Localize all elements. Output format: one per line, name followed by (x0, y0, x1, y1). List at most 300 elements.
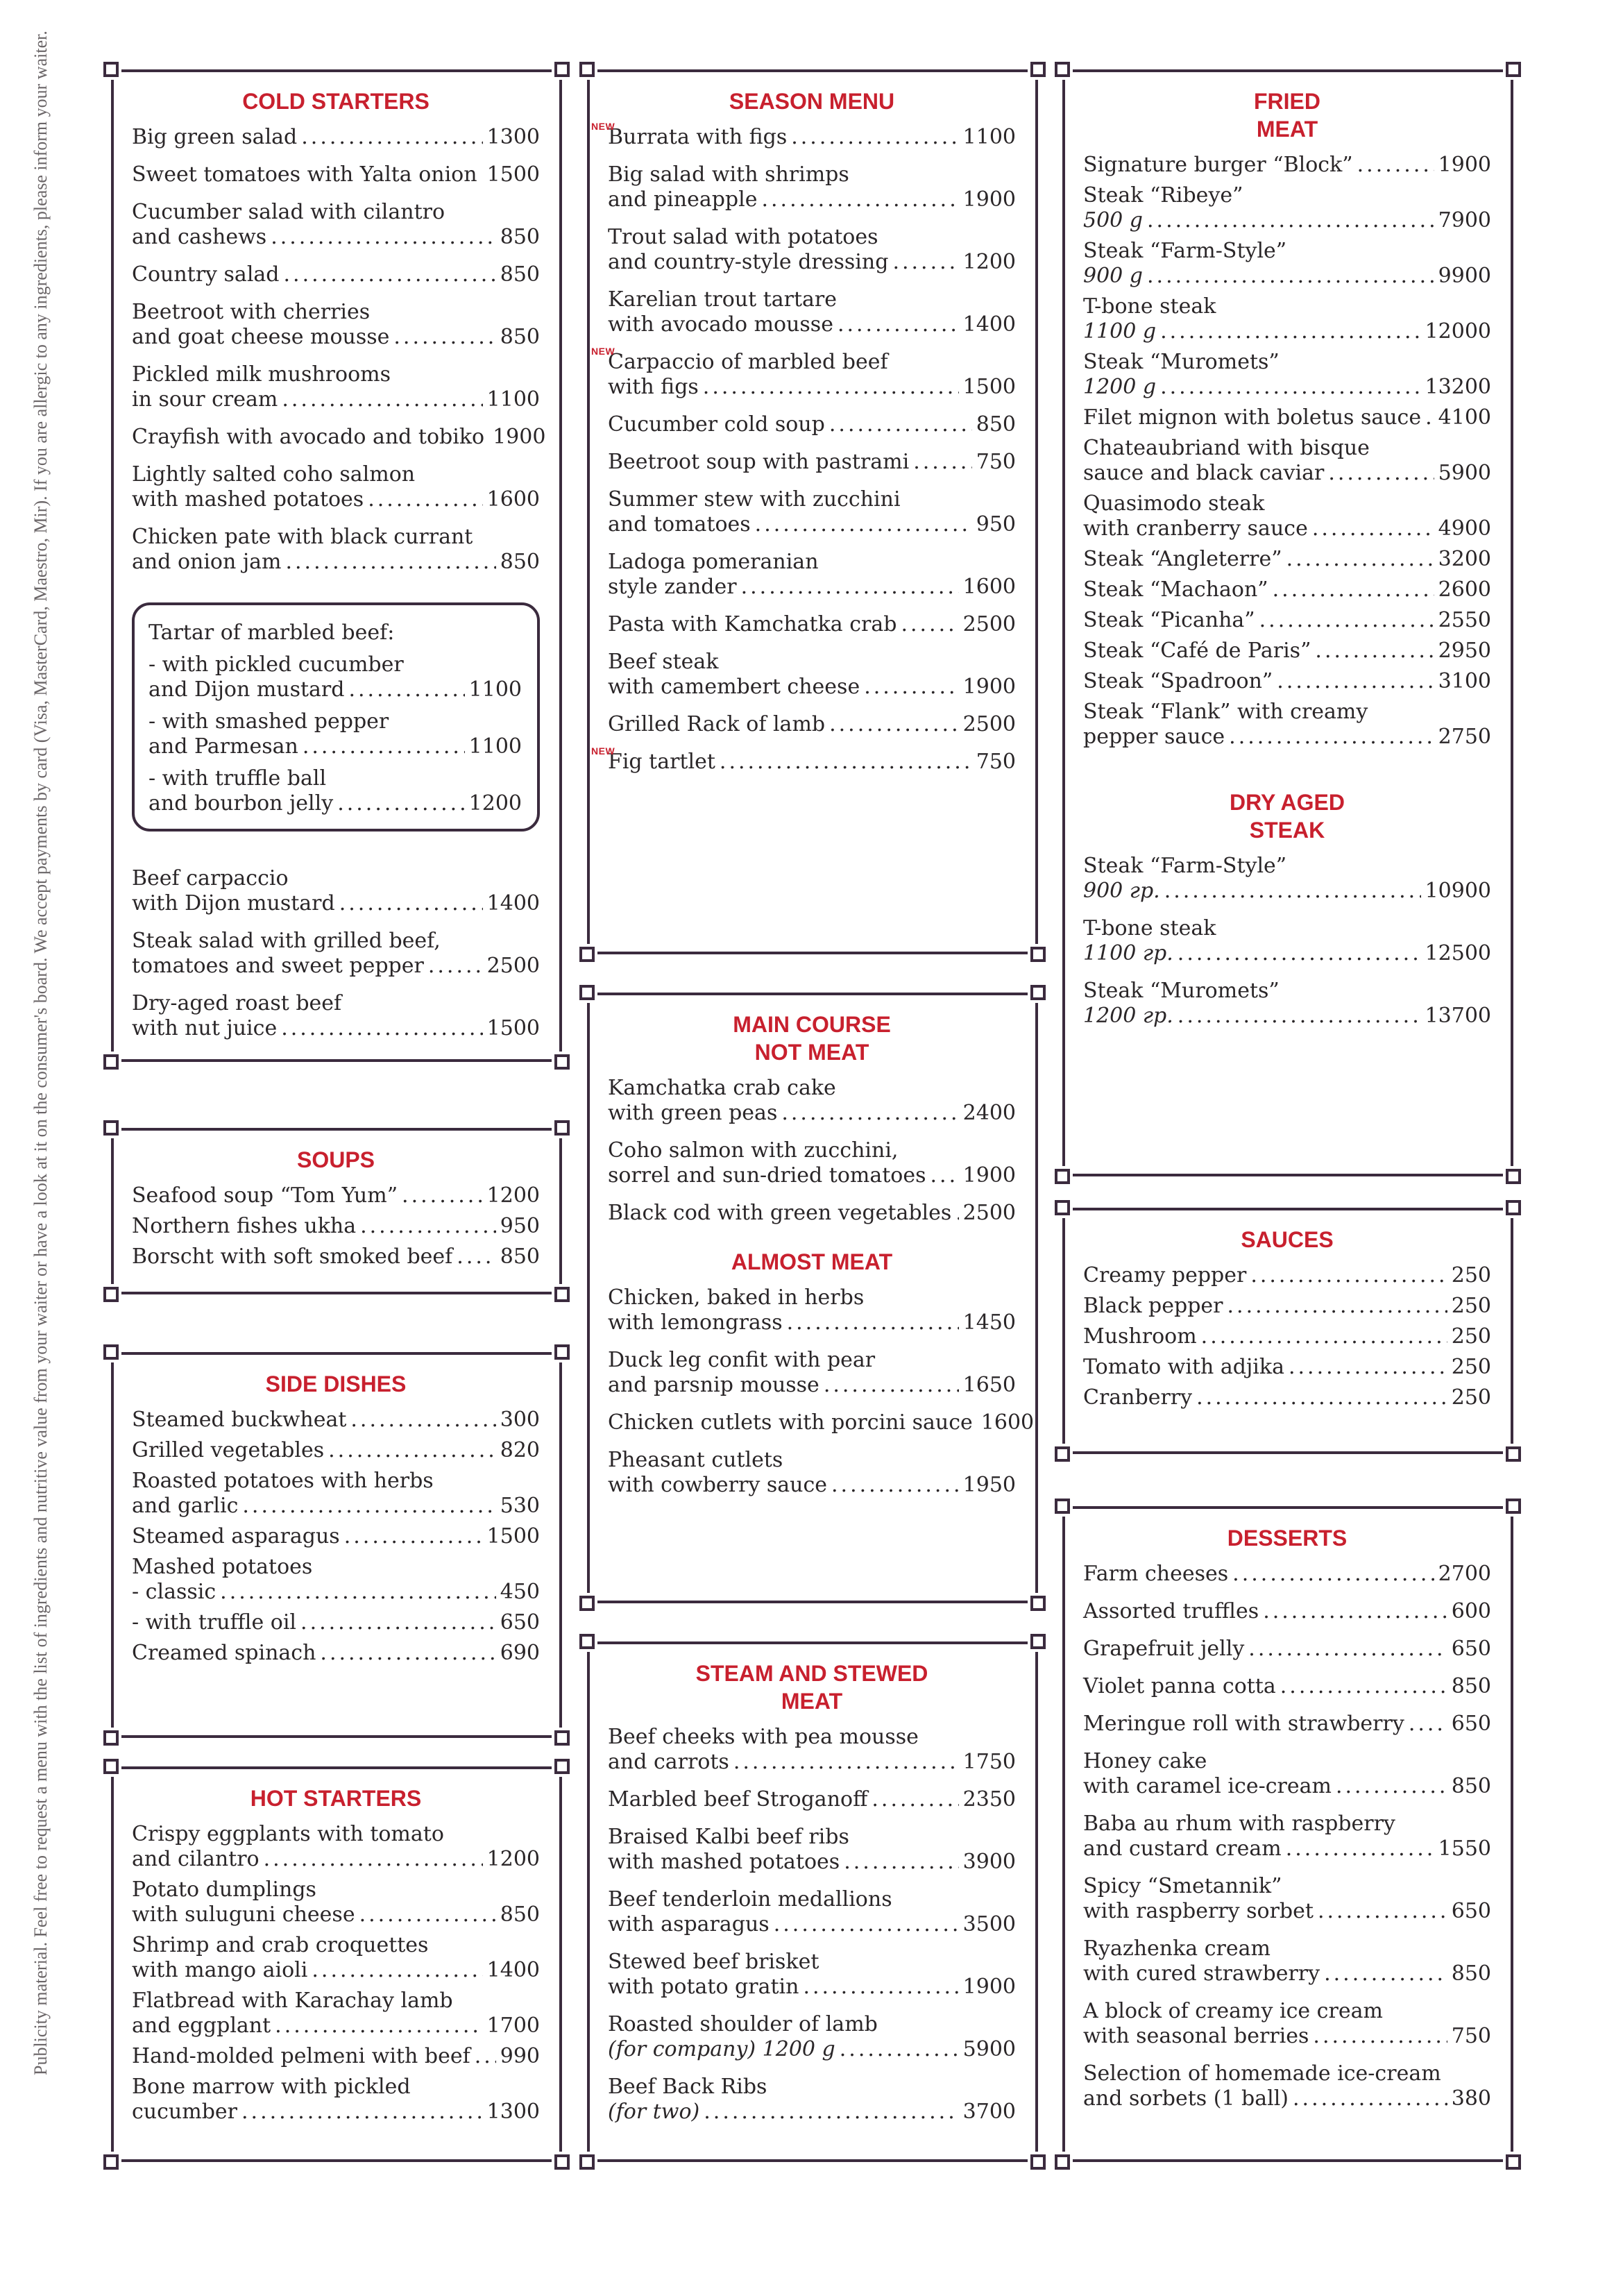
menu-item-name: Steak salad with grilled beef, (132, 929, 441, 953)
menu-item (608, 1076, 1016, 1126)
leader-dots (741, 575, 959, 600)
leader-dots (1286, 547, 1434, 572)
menu-item-name: T-bone steak (1083, 916, 1216, 940)
leader-dots (271, 225, 496, 250)
leader-dots (931, 1163, 959, 1188)
menu-item-price: 1400 (962, 312, 1016, 337)
leader-dots (1286, 1837, 1434, 1862)
menu-item-price: 2350 (962, 1787, 1016, 1812)
menu-item-price: 1550 (1438, 1837, 1491, 1861)
menu-item-price: 1650 (962, 1373, 1016, 1397)
menu-item (1083, 1999, 1491, 2049)
menu-item-text: Borscht with soft smoked beef (132, 1244, 453, 1269)
leader-dots (1409, 1712, 1447, 1737)
new-badge: NEW (591, 745, 615, 757)
menu-item-text: pepper sauce (1083, 725, 1225, 749)
leader-dots (348, 677, 464, 702)
menu-item-price: 2550 (1438, 608, 1491, 632)
steam-stewed-title: STEAM AND STEWED MEAT (695, 1661, 928, 1714)
leader-dots (312, 1958, 482, 1983)
menu-item-price: 380 (1451, 2086, 1491, 2111)
leader-dots (1293, 2086, 1447, 2111)
leader-dots (1324, 1961, 1447, 1986)
menu-item-text: Tomato with adjika (1083, 1355, 1284, 1379)
side-dishes-title: SIDE DISHES (265, 1371, 407, 1396)
menu-item-text: (for two) (608, 2100, 700, 2124)
leader-dots (359, 1902, 496, 1927)
menu-item (608, 1138, 1016, 1188)
menu-item-price: 1400 (486, 1958, 540, 1982)
menu-item (1083, 491, 1491, 541)
menu-item-text: and carrots (608, 1750, 729, 1774)
leader-dots (282, 387, 482, 412)
leader-dots (1227, 1294, 1447, 1319)
menu-item (608, 1950, 1016, 2000)
menu-item-price: 1900 (962, 1975, 1016, 1999)
leader-dots (1248, 1637, 1447, 1662)
menu-item-text: Farm cheeses (1083, 1562, 1229, 1586)
menu-item-price: 13700 (1425, 1004, 1491, 1028)
menu-item (132, 929, 540, 979)
menu-item-text: Crayfish with avocado and tobiko (132, 425, 485, 449)
menu-item-text: Black cod with green vegetables (608, 1201, 952, 1225)
menu-item-name: Ryazhenka cream (1083, 1936, 1271, 1961)
menu-item (132, 1877, 540, 1927)
menu-item (1083, 979, 1491, 1029)
menu-item-price: 1300 (486, 125, 540, 149)
menu-item (1083, 1812, 1491, 1862)
menu-item (1083, 1874, 1491, 1924)
leader-dots (829, 412, 972, 437)
menu-item-price: 1500 (486, 1016, 540, 1040)
leader-dots (1289, 1355, 1447, 1380)
fried-meat-title: FRIED MEAT (1254, 89, 1320, 142)
menu-item-price: 12000 (1425, 319, 1491, 344)
menu-item-price: 850 (500, 325, 540, 349)
menu-item (132, 362, 540, 412)
menu-item-price: 1900 (1438, 153, 1491, 177)
menu-item-price: 250 (1451, 1263, 1491, 1288)
menu-item-name: Potato dumplings (132, 1877, 316, 1902)
leader-dots (1280, 1674, 1447, 1699)
menu-item-text: Steak “Café de Paris” (1083, 639, 1311, 663)
menu-item-price: 3200 (1438, 547, 1491, 571)
menu-item (148, 652, 522, 702)
menu-item (1083, 916, 1491, 966)
menu-item (1083, 547, 1491, 572)
menu-item-name: T-bone steak (1083, 294, 1216, 319)
menu-item (608, 162, 1016, 212)
leader-dots (1250, 1263, 1447, 1288)
menu-item-price: 850 (500, 1244, 540, 1269)
menu-item-name: Steak “Farm-Style” (1083, 239, 1287, 263)
leader-dots (285, 550, 495, 575)
menu-item-name: - with truffle ball (148, 766, 327, 791)
menu-item-price: 4100 (1438, 405, 1491, 430)
menu-item (132, 1214, 540, 1239)
menu-item-text: Grilled Rack of lamb (608, 712, 826, 736)
leader-dots (913, 450, 972, 475)
leader-dots (281, 1016, 482, 1041)
leader-dots (264, 1847, 483, 1872)
menu-item-price: 1500 (962, 375, 1016, 399)
menu-item (1083, 1324, 1491, 1349)
menu-item-text: with figs (608, 375, 699, 399)
menu-item-text: sorrel and sun-dried tomatoes (608, 1163, 926, 1188)
leader-dots (241, 2100, 483, 2125)
menu-item-name: Steak “Muromets” (1083, 979, 1280, 1003)
menu-item-name: Beetroot with cherries (132, 300, 371, 324)
menu-item-price: 5900 (962, 2037, 1016, 2061)
leader-dots (803, 1975, 958, 2000)
menu-item-price: 1750 (962, 1750, 1016, 1774)
menu-item-text: and goat cheese mousse (132, 325, 390, 349)
menu-item-price: 5900 (1438, 461, 1491, 485)
cold-starters-panel (111, 69, 562, 1062)
leader-dots (402, 1183, 483, 1208)
menu-item (132, 125, 540, 150)
leader-dots (892, 250, 958, 275)
menu-item (1083, 854, 1491, 904)
menu-item (608, 1348, 1016, 1398)
soups-title: SOUPS (296, 1147, 375, 1172)
menu-item-name: Ladoga pomeranian (608, 550, 819, 574)
menu-item-name: Steak “Ribeye” (1083, 183, 1243, 208)
menu-item (132, 2075, 540, 2125)
leader-dots (733, 1750, 959, 1775)
leader-dots (284, 262, 496, 287)
leader-dots (1229, 725, 1434, 750)
leader-dots (457, 1244, 495, 1269)
menu-item-price: 1950 (962, 1473, 1016, 1497)
menu-item-name: Beef steak (608, 650, 719, 674)
menu-item (608, 412, 1016, 437)
menu-item-text: - classic (132, 1580, 216, 1604)
leader-dots (901, 612, 958, 637)
menu-item-price: 2950 (1438, 639, 1491, 663)
menu-item-text: and Dijon mustard (148, 677, 345, 702)
menu-item-text: with cured strawberry (1083, 1961, 1320, 1986)
menu-item-name: Cucumber salad with cilantro (132, 200, 445, 224)
menu-item-text: with avocado mousse (608, 312, 833, 337)
menu-item-name: Spicy “Smetannik” (1083, 1874, 1282, 1898)
leader-dots (872, 1787, 958, 1812)
menu-item (608, 2075, 1016, 2125)
hot-starters-title: HOT STARTERS (250, 1786, 422, 1811)
menu-item-price: 1200 (486, 1847, 540, 1871)
menu-item-price: 750 (976, 750, 1016, 774)
menu-item-name: Baba au rhum with raspberry (1083, 1812, 1395, 1836)
menu-item-price: 950 (500, 1214, 540, 1238)
leader-dots (774, 1912, 959, 1937)
menu-item-name: Beef Back Ribs (608, 2075, 767, 2099)
menu-item-text: with cranberry sauce (1083, 516, 1308, 541)
menu-item-text: Steamed buckwheat (132, 1408, 347, 1432)
leader-dots (368, 487, 482, 512)
side-note: Publicity material. Feel free to request a menu with the list of ingredients and nutritive value from your waiter or have a look at it on the consumer's board. We accept payments by card (Visa, MasterCard, Maestro, Mir). If you are allergic to any ingredients, please inform your waiter. (31, 31, 51, 2075)
menu-item-name: Karelian trout tartare (608, 287, 838, 312)
leader-dots (703, 375, 959, 400)
menu-item-text: Chicken cutlets with porcini sauce (608, 1410, 973, 1435)
leader-dots (242, 1494, 495, 1519)
menu-item-text: Black pepper (1083, 1294, 1223, 1318)
menu-item (148, 709, 522, 759)
menu-item-text: - with truffle oil (132, 1610, 297, 1635)
leader-dots (1318, 1899, 1447, 1924)
menu-item-price: 1400 (486, 891, 540, 915)
menu-item-name: Shrimp and crab croquettes (132, 1933, 429, 1957)
menu-item-price: 1200 (486, 1183, 540, 1208)
menu-item-price: 1100 (486, 387, 540, 412)
leader-dots (791, 125, 958, 150)
menu-item-text: 1200 гр. (1083, 1004, 1173, 1028)
menu-item-text: 900 гр. (1083, 879, 1160, 903)
menu-item-text: Meringue roll with strawberry (1083, 1712, 1404, 1736)
menu-item-price: 2700 (1438, 1562, 1491, 1586)
leader-dots (824, 1373, 959, 1398)
menu-item (132, 1408, 540, 1433)
leader-dots (1273, 577, 1434, 602)
menu-item-name: - with pickled cucumber (148, 652, 404, 677)
menu-item-text: Steak “Picanha” (1083, 608, 1255, 632)
menu-item-text: Seafood soup “Tom Yum” (132, 1183, 398, 1208)
menu-item-text: Burrata with figs (608, 125, 788, 149)
menu-item-text: with asparagus (608, 1912, 770, 1936)
leader-dots (704, 2100, 958, 2125)
menu-item-price: 3100 (1438, 669, 1491, 693)
menu-item-price: 650 (1451, 1637, 1491, 1661)
menu-item-text: Northern fishes ukha (132, 1214, 357, 1238)
menu-item-text: style zander (608, 575, 737, 599)
leader-dots (720, 750, 972, 775)
menu-item-name: Beef cheeks with pea mousse (608, 1725, 919, 1749)
menu-item-price: 3700 (962, 2100, 1016, 2124)
menu-item-price: 1200 (962, 250, 1016, 274)
leader-dots (755, 512, 972, 537)
menu-item-name: Duck leg confit with pear (608, 1348, 876, 1372)
menu-item-name: Roasted shoulder of lamb (608, 2012, 878, 2036)
menu-item-price: 250 (1451, 1324, 1491, 1349)
side-dishes-panel (111, 1352, 562, 1738)
leader-dots (1425, 405, 1434, 430)
leader-dots (360, 1214, 496, 1239)
menu-item-price: 1300 (486, 2100, 540, 2124)
menu-item-name: Steak “Flank” with creamy (1083, 700, 1368, 724)
menu-item-text: and cilantro (132, 1847, 260, 1871)
menu-item (1083, 1355, 1491, 1380)
cold-starters-title: COLD STARTERS (242, 89, 430, 114)
leader-dots (831, 1473, 959, 1498)
menu-item-text: Beetroot soup with pastrami (608, 450, 910, 474)
menu-item (591, 346, 1016, 400)
new-badge: NEW (591, 121, 615, 132)
fried-meat-panel (1062, 69, 1513, 1176)
leader-dots (955, 1201, 958, 1226)
menu-item-price: 1100 (468, 677, 522, 702)
menu-item-price: 10900 (1425, 879, 1491, 903)
menu-item (132, 1641, 540, 1666)
menu-item (1083, 183, 1491, 233)
menu-item (132, 991, 540, 1041)
menu-item-text: and garlic (132, 1494, 239, 1518)
leader-dots (220, 1580, 496, 1605)
menu-item-price: 690 (500, 1641, 540, 1665)
leader-dots (475, 2044, 496, 2069)
menu-item-name: Stewed beef brisket (608, 1950, 819, 1974)
menu-item (608, 487, 1016, 537)
menu-item-text: in sour cream (132, 387, 278, 412)
menu-item-text: with raspberry sorbet (1083, 1899, 1314, 1923)
menu-item-text: Grilled vegetables (132, 1438, 325, 1462)
menu-item-text: Hand-molded pelmeni with beef (132, 2044, 470, 2068)
menu-item-text: Sweet tomatoes with Yalta onion (132, 162, 477, 187)
menu-item (132, 1989, 540, 2038)
menu-item (1083, 1637, 1491, 1662)
menu-item-text: Pasta with Kamchatka crab (608, 612, 897, 636)
menu-item-text: and Parmesan (148, 734, 298, 759)
menu-item (608, 650, 1016, 700)
menu-item-name: Carpaccio of marbled beef (608, 350, 888, 374)
menu-item-price: 3500 (962, 1912, 1016, 1936)
menu-item (608, 612, 1016, 637)
menu-item (1083, 1712, 1491, 1737)
leader-dots (1201, 1324, 1447, 1349)
menu-item-text: with cowberry sauce (608, 1473, 828, 1497)
menu-item-name: A block of creamy ice cream (1083, 1999, 1383, 2023)
menu-item (132, 425, 546, 450)
menu-item (132, 2044, 540, 2069)
menu-item (608, 712, 1016, 737)
menu-item-price: 950 (976, 512, 1016, 537)
soups-panel (111, 1128, 562, 1294)
menu-item-price: 1500 (486, 1524, 540, 1548)
menu-item-text: Fig tartlet (608, 750, 715, 774)
menu-item (1083, 350, 1491, 400)
menu-item-name: Pheasant cutlets (608, 1448, 783, 1472)
menu-item-name: Pickled milk mushrooms (132, 362, 391, 387)
menu-item-text: Assorted truffles (1083, 1599, 1259, 1623)
leader-dots (781, 1101, 958, 1126)
steam-stewed-panel (587, 1641, 1038, 2162)
leader-dots (350, 1408, 495, 1433)
leader-dots (339, 891, 483, 916)
leader-dots (787, 1310, 959, 1335)
menu-item-text: with green peas (608, 1101, 778, 1125)
leader-dots (1312, 516, 1434, 541)
menu-item (1083, 239, 1491, 289)
leader-dots (1232, 1562, 1434, 1587)
menu-item-text: 500 g (1083, 208, 1144, 233)
leader-dots (1336, 1774, 1447, 1799)
menu-item-name: Lightly salted coho salmon (132, 462, 416, 487)
menu-item-price: 2600 (1438, 577, 1491, 602)
menu-item-price: 13200 (1425, 375, 1491, 399)
menu-item-name: Honey cake (1083, 1749, 1207, 1773)
menu-item-price: 1600 (962, 575, 1016, 599)
menu-item-text: Cucumber cold soup (608, 412, 825, 437)
menu-item-text: sauce and black caviar (1083, 461, 1325, 485)
menu-item-price: 7900 (1438, 208, 1491, 233)
menu-item-text: (for company) 1200 g (608, 2037, 835, 2061)
menu-item (608, 1448, 1016, 1498)
menu-item (132, 1555, 540, 1605)
menu-item-price: 850 (500, 225, 540, 249)
menu-item (1083, 1263, 1491, 1288)
leader-dots (1315, 639, 1434, 664)
leader-dots (1147, 264, 1434, 289)
menu-item-text: 900 g (1083, 264, 1144, 288)
menu-item-text: Violet panna cotta (1083, 1674, 1276, 1698)
menu-item-text: Big green salad (132, 125, 298, 149)
menu-item-name: Beef tenderloin medallions (608, 1887, 892, 1911)
menu-item-price: 1900 (962, 1163, 1016, 1188)
menu-item (1083, 1674, 1491, 1699)
sauces-title: SAUCES (1241, 1227, 1334, 1252)
leader-dots (838, 312, 959, 337)
menu-item-price: 300 (500, 1408, 540, 1432)
menu-item (1083, 2061, 1491, 2111)
menu-item-text: and eggplant (132, 2014, 271, 2038)
menu-item (132, 1822, 540, 1872)
menu-item-text: and onion jam (132, 550, 282, 574)
menu-item (1083, 608, 1491, 633)
menu-item-name: Kamchatka crab cake (608, 1076, 836, 1100)
menu-item (1083, 577, 1491, 602)
menu-item-price: 850 (976, 412, 1016, 437)
leader-dots (303, 734, 465, 759)
leader-dots (1357, 153, 1434, 178)
menu-item (608, 1285, 1016, 1335)
menu-item (608, 550, 1016, 600)
tartar-heading: Tartar of marbled beef: (148, 621, 395, 645)
menu-item-text: and pineapple (608, 187, 758, 212)
menu-item-text: 1100 g (1083, 319, 1157, 344)
menu-item-name: Beef carpaccio (132, 866, 289, 890)
menu-item (1083, 405, 1491, 430)
menu-item (608, 2012, 1016, 2062)
leader-dots (301, 125, 482, 150)
new-badge: NEW (591, 346, 615, 357)
menu-item-text: Signature burger “Block” (1083, 153, 1353, 177)
leader-dots (1196, 1385, 1447, 1410)
leader-dots (344, 1524, 483, 1549)
leader-dots (1164, 879, 1421, 904)
menu-item-price: 250 (1451, 1294, 1491, 1318)
sauces-panel (1062, 1208, 1513, 1454)
menu-item (132, 1933, 540, 1983)
menu-item-price: 1600 (980, 1410, 1035, 1435)
menu-item-name: Steak “Muromets” (1083, 350, 1280, 374)
menu-item-text: with caramel ice-cream (1083, 1774, 1332, 1798)
leader-dots (1259, 608, 1434, 633)
desserts-panel (1062, 1506, 1513, 2162)
menu-item-price: 1100 (468, 734, 522, 759)
menu-item-text: with Dijon mustard (132, 891, 335, 915)
menu-item (1083, 669, 1491, 694)
menu-item (132, 262, 540, 287)
menu-item (1083, 294, 1491, 344)
menu-item-name: Roasted potatoes with herbs (132, 1469, 434, 1493)
menu-item (132, 200, 540, 250)
menu-item-price: 990 (500, 2044, 540, 2068)
menu-item-price: 2500 (962, 712, 1016, 736)
menu-item (608, 1787, 1016, 1812)
menu-item-price: 1900 (962, 187, 1016, 212)
menu-item (1083, 1294, 1491, 1319)
menu-item (132, 1438, 540, 1463)
menu-item-name: Bone marrow with pickled (132, 2075, 411, 2099)
menu-item-price: 450 (500, 1580, 540, 1604)
